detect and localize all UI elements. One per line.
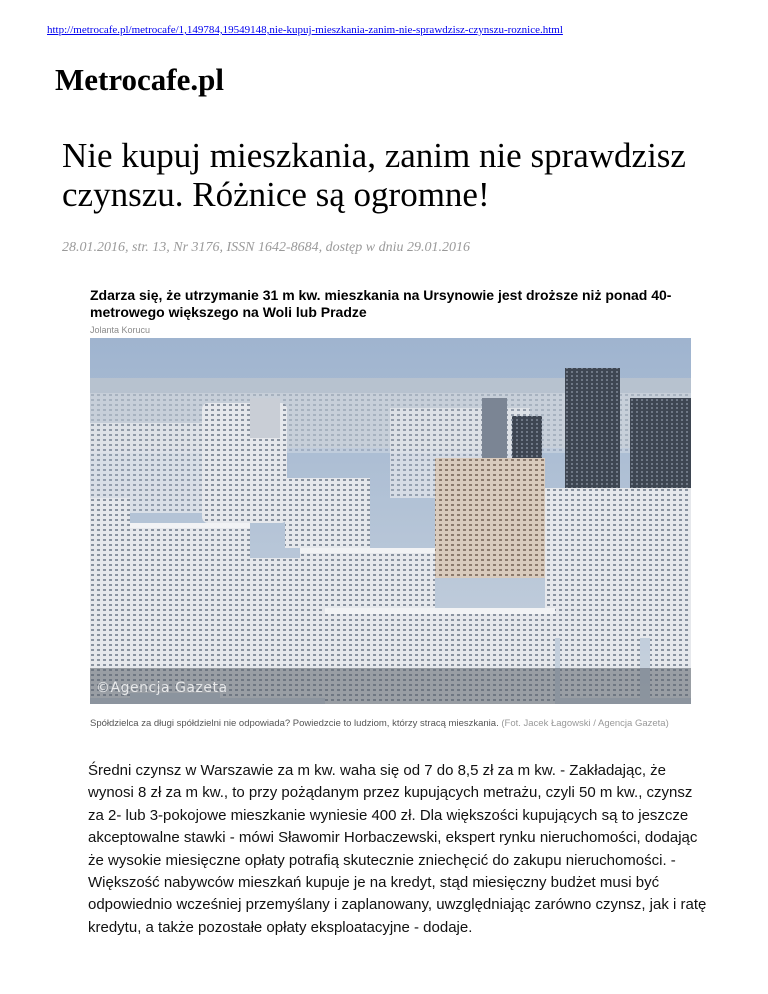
photo-watermark: ©Agencja Gazeta xyxy=(96,680,228,696)
article-title: Nie kupuj mieszkania, zanim nie sprawdzisz czynszu. Różnice są ogromne! xyxy=(62,136,686,214)
photo-caption xyxy=(90,714,700,734)
site-name: Metrocafe.pl xyxy=(55,62,224,97)
article-photo xyxy=(90,338,691,704)
article-body: Średni czynsz w Warszawie za m kw. waha się od 7 do 8,5 zł za m kw. - Zakładając, że wynosi 8 zł za m kw., to przy pożądanym przez kupujących metrażu, czyli 50 m kw., czynsz za 2- lub 3-pokojowe mieszkanie wyniesie 400 zł. Dla większości kupujących są to jeszcze akceptowalne stawki - mówi Sławomir Horbaczewski, ekspert rynku nieruchomości, dodając że wysokie miesięczne opłaty potrafią skutecznie zniechęcić do zakupu nieruchomości. - Większość nabywców mieszkań kupuje je na kredyt, stąd miesięczny budżet musi być odpowiednio wcześniej przemyślany i zaplanowany, uwzględniając zarówno czynsz, jak i ratę kredytu, a także pozostałe opłaty eksploatacyjne - dodaje. xyxy=(88,762,707,936)
photo-credit: (Fot. Jacek Łagowski / Agencja Gazeta) xyxy=(501,718,669,729)
article-lead: Zdarza się, że utrzymanie 31 m kw. mieszkania na Ursynowie jest droższe niż ponad 40-metrowego większego na Woli lub Pradze xyxy=(90,287,672,320)
city-skyline-image xyxy=(90,338,691,704)
article-author: Jolanta Korucu xyxy=(90,325,151,335)
caption-text: Spółdzielca za długi spółdzielni nie odpowiada? Powiedzcie to ludziom, którzy stracą mieszkania. xyxy=(90,718,499,729)
article-meta: 28.01.2016, str. 13, Nr 3176, ISSN 1642-8684, dostęp w dniu 29.01.2016 xyxy=(62,240,470,255)
source-url-link[interactable]: http://metrocafe.pl/metrocafe/1,149784,19549148,nie-kupuj-mieszkania-zanim-nie-sprawdzisz-czynszu-roznice.html xyxy=(47,24,563,36)
